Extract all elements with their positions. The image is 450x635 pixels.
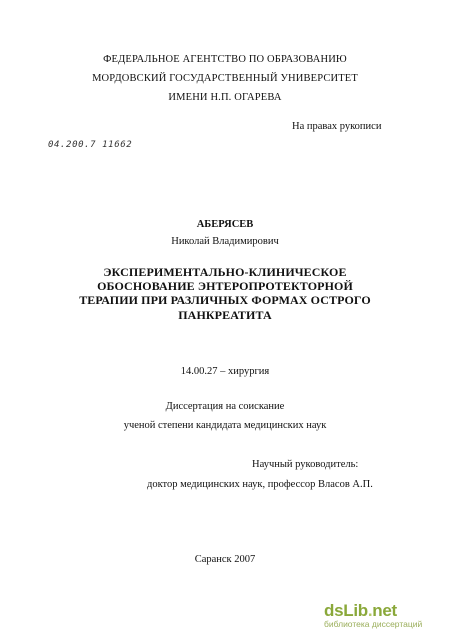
supervisor-name: доктор медицинских наук, профессор Власов А.П.	[147, 479, 373, 490]
title-line-4: ПАНКРЕАТИТА	[178, 308, 272, 322]
author-surname: АБЕРЯСЕВ	[196, 219, 254, 230]
logo-dot: .	[367, 600, 373, 620]
logo-main-text: dsLib	[324, 600, 368, 620]
author-given-names: Николай Владимирович	[171, 236, 279, 247]
place-year: Саранск 2007	[194, 554, 256, 565]
institution-line-3: ИМЕНИ Н.П. ОГАРЕВА	[168, 92, 282, 103]
institution-line-2: МОРДОВСКИЙ ГОСУДАРСТВЕННЫЙ УНИВЕРСИТЕТ	[92, 73, 358, 84]
dslib-watermark[interactable]	[324, 602, 444, 629]
title-line-2: ОБОСНОВАНИЕ ЭНТЕРОПРОТЕКТОРНОЙ	[97, 279, 353, 293]
title-line-3: ТЕРАПИИ ПРИ РАЗЛИЧНЫХ ФОРМАХ ОСТРОГО	[79, 293, 371, 307]
title-line-1: ЭКСПЕРИМЕНТАЛЬНО-КЛИНИЧЕСКОЕ	[103, 265, 347, 279]
watermark-subtitle: библиотека диссертаций	[324, 618, 423, 629]
dissertation-line-2: ученой степени кандидата медицинских наук	[123, 420, 327, 431]
logo-tld-text: net	[372, 600, 397, 620]
supervisor-label: Научный руководитель:	[252, 459, 359, 470]
specialty: 14.00.27 – хирургия	[180, 366, 270, 377]
institution-line-1: ФЕДЕРАЛЬНОЕ АГЕНТСТВО ПО ОБРАЗОВАНИЮ	[103, 54, 347, 65]
dslib-logo	[324, 602, 444, 619]
dissertation-line-1: Диссертация на соискание	[165, 401, 285, 412]
archive-stamp-number: 04.200.7 11662	[48, 140, 133, 150]
manuscript-note: На правах рукописи	[292, 121, 382, 132]
